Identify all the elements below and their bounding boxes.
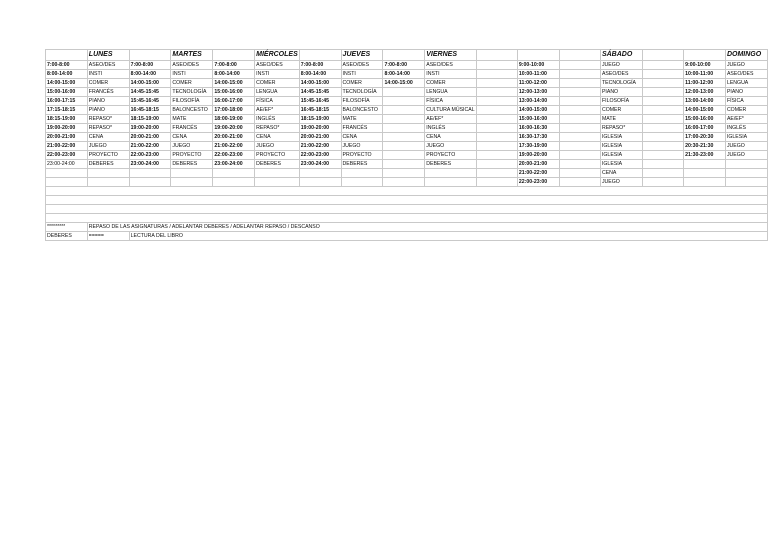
cell[interactable] (129, 50, 171, 61)
cell[interactable]: FRANCÉS (171, 124, 213, 133)
cell[interactable] (46, 178, 88, 187)
cell[interactable] (383, 124, 425, 133)
cell[interactable]: 14:45-15:45 (299, 88, 341, 97)
cell[interactable] (559, 61, 600, 70)
cell[interactable]: JUEGO (425, 142, 476, 151)
cell[interactable]: 14:00-15:00 (383, 79, 425, 88)
cell[interactable]: JUEGO (725, 142, 767, 151)
cell[interactable] (213, 169, 255, 178)
cell[interactable]: BALONCESTO (171, 106, 213, 115)
cell[interactable] (642, 106, 683, 115)
cell[interactable]: 16:00-17:15 (46, 97, 88, 106)
note-row-repaso (46, 223, 768, 232)
table-row (46, 88, 768, 97)
cell[interactable]: JUEGO (341, 142, 383, 151)
cell[interactable]: PIANO (600, 88, 642, 97)
cell[interactable]: 11:00-12:00 (684, 79, 726, 88)
cell[interactable]: 20:00-21:00 (299, 133, 341, 142)
cell[interactable] (46, 196, 768, 205)
cell[interactable] (559, 169, 600, 178)
cell[interactable]: 15:45-16:45 (299, 97, 341, 106)
cell[interactable] (476, 151, 517, 160)
cell[interactable] (299, 178, 341, 187)
cell[interactable]: CENA (341, 133, 383, 142)
cell[interactable]: IGLESIA (600, 142, 642, 151)
cell[interactable] (642, 151, 683, 160)
cell[interactable]: PROYECTO (171, 151, 213, 160)
cell[interactable]: 21:00-22:00 (129, 142, 171, 151)
cell[interactable]: 16:00-17:00 (213, 97, 255, 106)
cell[interactable]: 7:00-8:00 (213, 61, 255, 70)
cell[interactable]: IGLESIA (600, 133, 642, 142)
cell[interactable]: DEBERES (255, 160, 300, 169)
day-header-row (46, 50, 768, 61)
cell[interactable]: 16:45-18:15 (299, 106, 341, 115)
cell[interactable]: LENGUA (425, 88, 476, 97)
cell[interactable]: 18:15-19:00 (299, 115, 341, 124)
cell[interactable]: 19:00-20:00 (517, 151, 559, 160)
table-row (46, 169, 768, 178)
empty-row (46, 187, 768, 196)
cell[interactable]: FÍSICA (425, 97, 476, 106)
cell[interactable]: 9:00-10:00 (517, 61, 559, 70)
cell[interactable] (642, 115, 683, 124)
cell[interactable]: 10:00-11:00 (517, 70, 559, 79)
cell[interactable]: JUEGO (171, 142, 213, 151)
cell[interactable]: 14:45-15:45 (129, 88, 171, 97)
cell[interactable]: 8:00-14:00 (46, 70, 88, 79)
cell[interactable]: 17:15-18:15 (46, 106, 88, 115)
cell[interactable]: INGLÉS (255, 115, 300, 124)
cell[interactable]: PIANO (87, 106, 129, 115)
cell[interactable] (559, 50, 600, 61)
cell[interactable] (642, 178, 683, 187)
cell[interactable]: REPASO* (87, 124, 129, 133)
cell[interactable] (476, 97, 517, 106)
cell[interactable]: 22:00-23:00 (213, 151, 255, 160)
cell[interactable]: TECNOLOGÍA (171, 88, 213, 97)
cell[interactable]: 16:00-17:00 (684, 124, 726, 133)
table-row (46, 160, 768, 169)
cell[interactable] (684, 169, 726, 178)
cell[interactable]: LENGUA (255, 88, 300, 97)
cell[interactable] (559, 133, 600, 142)
lectura-note[interactable]: LECTURA DEL LIBRO (129, 232, 767, 241)
cell[interactable] (476, 160, 517, 169)
cell[interactable]: AE/EF* (255, 106, 300, 115)
cell[interactable]: 23:00-24:00 (129, 160, 171, 169)
day-header-martes[interactable]: MARTES (171, 50, 213, 61)
cell[interactable]: 21:00-22:00 (213, 142, 255, 151)
cell[interactable] (383, 151, 425, 160)
cell[interactable]: 14:00-15:00 (213, 79, 255, 88)
cell[interactable] (46, 50, 88, 61)
cell[interactable] (383, 88, 425, 97)
table-row (46, 142, 768, 151)
day-header-lunes[interactable]: LUNES (87, 50, 129, 61)
cell[interactable] (476, 106, 517, 115)
cell[interactable] (341, 169, 383, 178)
cell[interactable] (213, 50, 255, 61)
cell[interactable] (559, 115, 600, 124)
cell[interactable] (476, 169, 517, 178)
arrow-marker[interactable]: ===== (87, 232, 129, 241)
cell[interactable]: 15:45-16:45 (129, 97, 171, 106)
cell[interactable]: COMER (341, 79, 383, 88)
cell[interactable]: ASEO/DES (425, 61, 476, 70)
cell[interactable]: INSTI (171, 70, 213, 79)
cell[interactable]: 21:00-22:00 (517, 169, 559, 178)
cell[interactable]: PROYECTO (425, 151, 476, 160)
cell[interactable] (559, 70, 600, 79)
cell[interactable] (684, 160, 726, 169)
cell[interactable] (642, 169, 683, 178)
cell[interactable] (642, 88, 683, 97)
cell[interactable]: 8:00-14:00 (129, 70, 171, 79)
cell[interactable]: MATE (600, 115, 642, 124)
cell[interactable]: JUEGO (87, 142, 129, 151)
cell[interactable]: ASEO/DES (341, 61, 383, 70)
cell[interactable] (299, 169, 341, 178)
empty-row (46, 214, 768, 223)
cell[interactable]: TECNOLOGÍA (341, 88, 383, 97)
cell[interactable]: CULTURA MÚSICAL (426, 107, 475, 113)
cell[interactable]: CENA (425, 133, 476, 142)
cell[interactable] (383, 50, 425, 61)
cell[interactable]: CENA (87, 133, 129, 142)
cell[interactable] (642, 124, 683, 133)
cell[interactable]: 15:00-16:00 (517, 115, 559, 124)
cell[interactable] (46, 205, 768, 214)
cell[interactable]: FRANCÉS (341, 124, 383, 133)
cell[interactable]: FRANCÉS (87, 88, 129, 97)
cell[interactable] (642, 61, 683, 70)
cell[interactable] (642, 160, 683, 169)
cell[interactable]: DEBERES (341, 160, 383, 169)
cell[interactable]: INSTI (255, 70, 300, 79)
cell[interactable]: PIANO (87, 97, 129, 106)
cell[interactable]: 15:00-16:00 (213, 88, 255, 97)
deberes-label[interactable]: DEBERES (46, 232, 88, 241)
cell[interactable]: 22:00-23:00 (299, 151, 341, 160)
cell[interactable] (642, 133, 683, 142)
cell[interactable]: IGLESIA (600, 160, 642, 169)
cell[interactable] (87, 178, 129, 187)
cell[interactable] (46, 187, 768, 196)
note-row-deberes (46, 232, 768, 241)
cell[interactable]: JUEGO (600, 178, 642, 187)
cell[interactable] (476, 50, 517, 61)
cell[interactable]: CENA (171, 133, 213, 142)
cell[interactable]: 8:00-14:00 (299, 70, 341, 79)
cell[interactable]: 16:00-16:30 (517, 124, 559, 133)
cell[interactable] (517, 50, 559, 61)
table-row (46, 133, 768, 142)
day-header-sabado[interactable]: SÁBADO (600, 50, 642, 61)
cell[interactable] (87, 169, 129, 178)
cell[interactable]: 19:00-20:00 (129, 124, 171, 133)
cell[interactable] (425, 169, 476, 178)
cell[interactable]: 8:00-14:00 (383, 70, 425, 79)
cell[interactable] (684, 50, 726, 61)
cell[interactable]: 23:00-24:00 (46, 160, 88, 169)
cell[interactable]: 12:00-13:00 (684, 88, 726, 97)
cell[interactable] (642, 142, 683, 151)
cell[interactable] (476, 142, 517, 151)
cell[interactable]: 18:15-19:00 (46, 115, 88, 124)
table-row (46, 97, 768, 106)
cell[interactable]: INGLÉS (425, 124, 476, 133)
cell[interactable]: 8:00-14:00 (213, 70, 255, 79)
cell[interactable] (476, 178, 517, 187)
cell[interactable] (559, 97, 600, 106)
schedule-table (45, 49, 768, 241)
cell[interactable] (129, 169, 171, 178)
cell[interactable]: 18:15-19:00 (129, 115, 171, 124)
cell[interactable]: REPASO* (600, 124, 642, 133)
cell[interactable]: COMER (87, 79, 129, 88)
cell[interactable]: COMER (725, 106, 767, 115)
cell[interactable]: ASEO/DES (171, 61, 213, 70)
cell[interactable] (559, 79, 600, 88)
cell[interactable] (559, 124, 600, 133)
cell[interactable]: 17:00-20:30 (684, 133, 726, 142)
cell[interactable] (383, 142, 425, 151)
cell[interactable]: CENA (255, 133, 300, 142)
cell[interactable]: 16:30-17:30 (517, 133, 559, 142)
table-row (46, 70, 768, 79)
cell[interactable] (642, 79, 683, 88)
cell[interactable] (476, 133, 517, 142)
cell[interactable]: 20:00-21:00 (517, 160, 559, 169)
cell[interactable]: 23:00-24:00 (213, 160, 255, 169)
cell[interactable] (642, 70, 683, 79)
cell[interactable]: COMER (425, 79, 476, 88)
empty-row (46, 205, 768, 214)
cell[interactable]: 17:00-18:00 (213, 106, 255, 115)
cell[interactable]: FÍSICA (725, 97, 767, 106)
cell[interactable]: REPASO* (255, 124, 300, 133)
cell[interactable]: FILOSOFÍA (171, 97, 213, 106)
cell[interactable]: ASEO/DES (600, 70, 642, 79)
cell[interactable]: 15:00-16:00 (684, 115, 726, 124)
cell[interactable]: 19:00-20:00 (46, 124, 88, 133)
cell[interactable] (171, 169, 213, 178)
cell[interactable]: ASEO/DES (725, 70, 767, 79)
cell[interactable]: 15:00-16:00 (46, 88, 88, 97)
cell[interactable]: 7:00-8:00 (129, 61, 171, 70)
cell[interactable] (383, 97, 425, 106)
cell[interactable] (559, 160, 600, 169)
cell[interactable] (129, 178, 171, 187)
cell[interactable] (559, 178, 600, 187)
cell[interactable]: 11:00-12:00 (517, 79, 559, 88)
cell[interactable] (476, 61, 517, 70)
cell[interactable]: 20:30-21:30 (684, 142, 726, 151)
cell[interactable]: 20:00-21:00 (46, 133, 88, 142)
cell[interactable]: INSTI (341, 70, 383, 79)
cell[interactable]: INGLÉS (725, 124, 767, 133)
cell[interactable]: 13:00-14:00 (517, 97, 559, 106)
asterisk-marker[interactable]: ********* (46, 223, 88, 232)
cell[interactable]: 9:00-10:00 (684, 61, 726, 70)
cell[interactable] (725, 169, 767, 178)
table-row (46, 61, 768, 70)
cell[interactable]: 22:00-23:00 (129, 151, 171, 160)
table-row (46, 151, 768, 160)
cell[interactable]: IGLESIA (600, 151, 642, 160)
cell[interactable] (476, 70, 517, 79)
cell[interactable] (642, 50, 683, 61)
cell[interactable] (642, 97, 683, 106)
cell[interactable]: 20:00-21:00 (129, 133, 171, 142)
cell[interactable]: 20:00-21:00 (213, 133, 255, 142)
cell[interactable]: 16:45-18:15 (129, 106, 171, 115)
cell[interactable]: FÍSICA (255, 97, 300, 106)
cell[interactable]: JUEGO (255, 142, 300, 151)
cell[interactable]: 14:00-15:00 (129, 79, 171, 88)
cell[interactable] (559, 142, 600, 151)
cell[interactable]: TECNOLOGÍA (600, 79, 642, 88)
cell[interactable]: 19:00-20:00 (213, 124, 255, 133)
cell[interactable] (213, 178, 255, 187)
cell[interactable]: ASEO/DES (255, 61, 300, 70)
cell[interactable] (559, 88, 600, 97)
cell[interactable]: COMER (171, 79, 213, 88)
cell[interactable] (383, 106, 425, 115)
table-row (46, 124, 768, 133)
cell[interactable]: AE/EF* (425, 115, 476, 124)
cell[interactable] (476, 79, 517, 88)
cell[interactable]: PROYECTO (87, 151, 129, 160)
cell[interactable]: 10:00-11:00 (684, 70, 726, 79)
cell[interactable] (383, 115, 425, 124)
cell[interactable]: 7:00-8:00 (46, 61, 88, 70)
cell[interactable]: 14:00-15:00 (684, 106, 726, 115)
cell[interactable]: JUEGO (725, 61, 767, 70)
cell[interactable]: 19:00-20:00 (299, 124, 341, 133)
cell[interactable]: PROYECTO (255, 151, 300, 160)
cell[interactable]: DEBERES (425, 160, 476, 169)
cell[interactable]: REPASO* (87, 115, 129, 124)
table-row (46, 115, 768, 124)
cell[interactable] (559, 151, 600, 160)
cell[interactable] (255, 169, 300, 178)
day-header-viernes[interactable]: VIERNES (425, 50, 476, 61)
cell[interactable]: 12:00-13:00 (517, 88, 559, 97)
cell[interactable]: 22:00-23:00 (46, 151, 88, 160)
cell[interactable]: 17:30-19:00 (517, 142, 559, 151)
cell[interactable]: 7:00-8:00 (299, 61, 341, 70)
cell[interactable]: 13:00-14:00 (684, 97, 726, 106)
cell[interactable]: 21:30-23:00 (684, 151, 726, 160)
cell[interactable]: JUEGO (725, 151, 767, 160)
cell[interactable]: 14:00-15:00 (517, 106, 559, 115)
cell[interactable] (46, 169, 88, 178)
cell[interactable]: DEBERES (171, 160, 213, 169)
table-row (46, 106, 768, 115)
cell[interactable]: 7:00-8:00 (383, 61, 425, 70)
cell[interactable]: FILOSOFÍA (600, 97, 642, 106)
cell[interactable]: 21:00-22:00 (46, 142, 88, 151)
cell[interactable] (383, 133, 425, 142)
cell[interactable]: INSTI (425, 70, 476, 79)
cell[interactable] (341, 178, 383, 187)
cell[interactable]: CENA (600, 169, 642, 178)
cell[interactable]: MATE (171, 115, 213, 124)
cell[interactable]: PROYECTO (341, 151, 383, 160)
day-header-jueves[interactable]: JUEVES (341, 50, 383, 61)
cell[interactable] (383, 160, 425, 169)
cell[interactable]: 23:00-24:00 (299, 160, 341, 169)
day-header-miercoles[interactable]: MIÉRCOLES (255, 50, 300, 61)
table-row (46, 79, 768, 88)
cell[interactable]: 14:00-15:00 (46, 79, 88, 88)
cell[interactable]: AE/EF* (725, 115, 767, 124)
cell[interactable]: COMER (255, 79, 300, 88)
cell[interactable] (255, 178, 300, 187)
cell[interactable]: BALONCESTO (341, 106, 383, 115)
table-row (46, 178, 768, 187)
cell[interactable]: IGLESIA (725, 133, 767, 142)
cell[interactable] (476, 115, 517, 124)
cell[interactable]: DEBERES (87, 160, 129, 169)
cell[interactable]: PIANO (725, 88, 767, 97)
day-header-domingo[interactable]: DOMINGO (725, 50, 767, 61)
cell[interactable]: LENGUA (725, 79, 767, 88)
cell[interactable]: FILOSOFÍA (341, 97, 383, 106)
cell[interactable] (476, 88, 517, 97)
empty-row (46, 196, 768, 205)
cell[interactable] (383, 169, 425, 178)
cell[interactable] (725, 160, 767, 169)
cell[interactable] (46, 214, 768, 223)
cell[interactable]: ASEO/DES (87, 61, 129, 70)
repaso-note[interactable]: REPASO DE LAS ASIGNATURAS / ADELANTAR DEBERES / ADELANTAR REPASO / DESCANSO (87, 223, 767, 232)
cell[interactable]: INSTI (87, 70, 129, 79)
cell[interactable] (383, 178, 425, 187)
cell[interactable]: 22:00-23:00 (517, 178, 559, 187)
cell[interactable] (425, 178, 476, 187)
cell[interactable]: 21:00-22:00 (299, 142, 341, 151)
cell[interactable] (684, 178, 726, 187)
cell[interactable]: 14:00-15:00 (299, 79, 341, 88)
cell[interactable]: COMER (600, 106, 642, 115)
cell[interactable] (299, 50, 341, 61)
cell[interactable] (476, 124, 517, 133)
cell[interactable] (725, 178, 767, 187)
cell[interactable] (559, 106, 600, 115)
cell[interactable]: MATE (341, 115, 383, 124)
cell[interactable] (171, 178, 213, 187)
cell[interactable]: 18:00-19:00 (213, 115, 255, 124)
cell[interactable]: JUEGO (600, 61, 642, 70)
